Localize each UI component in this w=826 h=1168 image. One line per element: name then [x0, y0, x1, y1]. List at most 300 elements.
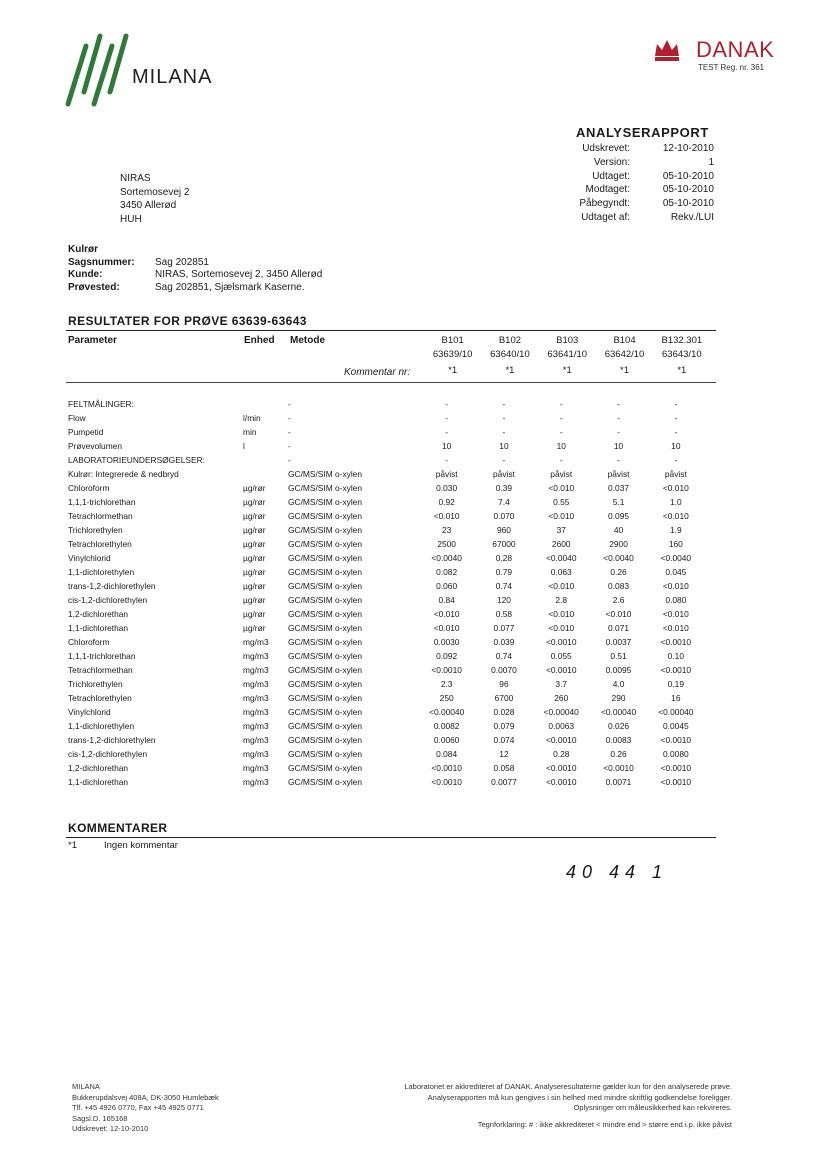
parameter-name: 1,1-dichlorethan	[68, 623, 129, 633]
report-title: ANALYSERAPPORT	[576, 125, 709, 140]
parameter-name: Tetrachlormethan	[68, 511, 133, 521]
parameter-method: GC/MS/SIM o-xylen	[288, 595, 362, 605]
parameter-method: GC/MS/SIM o-xylen	[288, 651, 362, 661]
company-name: MILANA	[132, 66, 213, 88]
result-value: 0.74	[495, 651, 513, 661]
result-value: 0.28	[553, 749, 570, 759]
meta-label: Version:	[593, 156, 630, 168]
parameter-method: GC/MS/SIM o-xylen	[288, 539, 362, 549]
result-value: 16	[671, 693, 681, 703]
result-value: 960	[496, 525, 511, 535]
comment-ref: *1	[68, 840, 77, 851]
result-value: <0.0010	[660, 735, 692, 745]
meta-label: Udskrevet:	[582, 143, 630, 154]
parameter-unit: mg/m3	[243, 721, 269, 731]
parameter-unit: µg/rør	[243, 539, 266, 549]
result-value: 0.55	[553, 497, 570, 507]
result-value: 0.19	[667, 679, 684, 689]
crown-icon	[652, 36, 682, 62]
parameter-unit: l/min	[243, 413, 261, 423]
result-value: -	[559, 413, 563, 423]
parameter-method: GC/MS/SIM o-xylen	[288, 567, 362, 577]
result-value: <0.00040	[600, 707, 637, 717]
result-value: 4.0	[612, 679, 625, 689]
result-value: -	[559, 399, 563, 409]
meta-row	[566, 197, 714, 211]
result-value: 0.028	[493, 707, 515, 717]
parameter-unit: µg/rør	[243, 525, 266, 535]
result-value: <0.010	[548, 483, 575, 493]
result-value: -	[502, 427, 506, 437]
parameter-method: GC/MS/SIM o-xylen	[288, 777, 362, 787]
result-value: 0.045	[665, 567, 687, 577]
parameter-method: GC/MS/SIM o-xylen	[288, 637, 362, 647]
result-value: 0.0077	[491, 777, 517, 787]
parameter-name: Tetrachlorethylen	[68, 539, 132, 549]
comment-item	[68, 840, 178, 851]
parameter-unit: mg/m3	[243, 763, 269, 773]
result-value: <0.0010	[660, 665, 692, 675]
result-value: -	[617, 455, 620, 465]
table-row	[68, 649, 704, 663]
result-value: <0.0010	[545, 665, 577, 675]
parameter-method: GC/MS/SIM o-xylen	[288, 749, 362, 759]
result-value: 0.0070	[491, 665, 517, 675]
parameter-method: GC/MS/SIM o-xylen	[288, 609, 362, 619]
parameter-method: GC/MS/SIM o-xylen	[288, 721, 362, 731]
result-value: -	[559, 455, 563, 465]
parameter-name: 1,2-dichlorethan	[68, 763, 129, 773]
result-value: 2600	[551, 539, 571, 549]
danak-logo	[650, 34, 790, 74]
parameter-name: Trichlorethylen	[68, 679, 123, 689]
sample-lab-number: 63642/10	[604, 349, 645, 360]
meta-row	[566, 170, 714, 184]
project-field	[68, 282, 322, 295]
project-field-key: Prøvested:	[68, 281, 120, 293]
result-value: 0.10	[667, 651, 684, 661]
parameter-name: cis-1,2-dichlorethylen	[68, 595, 148, 605]
result-value: 0.070	[493, 511, 515, 521]
meta-row	[566, 183, 714, 197]
project-field-value: Sag 202851, Sjælsmark Kaserne.	[155, 281, 305, 293]
comment-text: Ingen kommentar	[104, 840, 178, 851]
footer-right	[300, 1082, 732, 1130]
parameter-unit: µg/rør	[243, 595, 266, 605]
result-value: 0.0037	[605, 637, 632, 647]
parameter-name: 1,1-dichlorethylen	[68, 567, 135, 577]
result-value: 6700	[494, 693, 514, 703]
signature: 40 44 1	[566, 862, 669, 882]
parameter-unit: mg/m3	[243, 777, 269, 787]
col-method: Metode	[290, 335, 325, 346]
result-value: <0.010	[662, 483, 689, 493]
table-row	[68, 537, 704, 551]
table-row	[68, 411, 704, 425]
parameter-method: GC/MS/SIM o-xylen	[288, 735, 362, 745]
table-row	[68, 719, 704, 733]
meta-label: Modtaget:	[585, 184, 630, 196]
meta-value: 05-10-2010	[662, 170, 714, 182]
result-value: 0.0030	[433, 637, 460, 647]
result-value: 0.39	[495, 483, 513, 493]
parameter-method: GC/MS/SIM o-xylen	[288, 553, 362, 563]
parameter-name: trans-1,2-dichlorethylen	[68, 581, 156, 591]
result-value: 0.060	[436, 581, 458, 591]
result-value: -	[445, 413, 449, 423]
meta-value: 12-10-2010	[662, 143, 714, 154]
parameter-name: Tetrachlorethylen	[68, 693, 132, 703]
parameter-method: -	[288, 455, 291, 465]
parameter-unit: µg/rør	[243, 581, 266, 591]
parameter-unit: mg/m3	[243, 651, 269, 661]
result-value: <0.010	[433, 609, 460, 619]
result-value: 0.071	[608, 623, 630, 633]
parameter-method: -	[288, 413, 291, 423]
result-value: <0.0040	[545, 553, 577, 563]
result-value: 0.055	[550, 651, 572, 661]
sample-lab-number: 63641/10	[547, 349, 588, 360]
result-value: 2500	[437, 539, 456, 549]
result-value: 0.082	[436, 567, 458, 577]
result-value: 10	[499, 441, 509, 451]
result-value: 96	[499, 679, 509, 689]
sample-comment-ref: *1	[448, 365, 458, 376]
result-value: 260	[554, 693, 569, 703]
parameter-method: -	[288, 441, 291, 451]
table-row	[68, 761, 704, 775]
col-unit: Enhed	[244, 335, 275, 346]
recipient-line: Sortemosevej 2	[120, 186, 190, 198]
comment-label: Kommentar nr:	[344, 367, 411, 378]
comments-title: KOMMENTARER	[68, 821, 168, 835]
result-value: -	[674, 455, 678, 465]
result-value: 0.079	[493, 721, 515, 731]
result-value: 0.58	[495, 609, 513, 619]
result-value: 0.084	[436, 749, 458, 759]
parameter-name: 1,1,1-trichlorethan	[68, 651, 136, 661]
parameter-method: GC/MS/SIM o-xylen	[288, 469, 362, 479]
recipient-address	[120, 172, 189, 226]
table-row	[68, 481, 704, 495]
meta-label: Udtaget:	[592, 170, 630, 182]
parameter-unit: µg/rør	[243, 623, 266, 633]
result-value: -	[559, 427, 563, 437]
result-value: <0.0010	[603, 763, 634, 773]
parameter-name: Chloroform	[68, 637, 110, 647]
result-value: 2.8	[555, 595, 568, 605]
comments-rule	[66, 837, 716, 838]
parameter-method: GC/MS/SIM o-xylen	[288, 497, 362, 507]
result-value: 0.074	[493, 735, 515, 745]
result-value: <0.0010	[660, 763, 692, 773]
result-value: -	[617, 427, 620, 437]
parameter-name: FELTMÅLINGER:	[68, 399, 134, 409]
result-value: 0.84	[438, 595, 455, 605]
parameter-name: trans-1,2-dichlorethylen	[68, 735, 156, 745]
sample-headers	[424, 334, 710, 378]
table-row	[68, 677, 704, 691]
result-value: 0.039	[493, 637, 515, 647]
sample-id: B132.301	[661, 335, 703, 346]
result-value: -	[502, 413, 506, 423]
result-value: -	[674, 427, 678, 437]
result-value: 12	[499, 749, 509, 759]
col-parameter: Parameter	[68, 335, 117, 346]
result-value: <0.010	[548, 623, 575, 633]
result-value: 2.3	[440, 679, 453, 689]
result-value: <0.010	[662, 609, 689, 619]
sample-lab-number: 63640/10	[490, 349, 530, 360]
result-value: 290	[611, 693, 626, 703]
sample-header	[653, 334, 710, 378]
meta-row	[566, 156, 714, 170]
parameter-unit: mg/m3	[243, 749, 269, 759]
recipient-line: NIRAS	[120, 173, 151, 184]
recipient-line: HUH	[120, 213, 142, 225]
result-value: 0.026	[608, 721, 630, 731]
parameter-unit: µg/rør	[243, 511, 266, 521]
result-value: 0.79	[495, 567, 513, 577]
result-value: 5.1	[612, 497, 625, 507]
header-rule	[66, 382, 716, 383]
parameter-method: GC/MS/SIM o-xylen	[288, 693, 362, 703]
parameter-method: GC/MS/SIM o-xylen	[288, 511, 362, 521]
table-row	[68, 607, 704, 621]
result-value: 0.0095	[605, 665, 632, 675]
result-value: <0.010	[433, 511, 460, 521]
table-row	[68, 551, 704, 565]
parameter-unit: mg/m3	[243, 693, 269, 703]
danak-text: DANAK	[696, 37, 775, 62]
result-value: <0.010	[662, 511, 689, 521]
parameter-name: 1,1-dichlorethan	[68, 777, 129, 787]
result-value: 160	[668, 539, 683, 549]
result-value: 0.0060	[433, 735, 460, 745]
table-row	[68, 733, 704, 747]
footer-left-line: Tlf. +45 4926 0770, Fax +45 4925 0771	[72, 1103, 204, 1112]
result-value: 10	[556, 441, 566, 451]
table-row	[68, 495, 704, 509]
sample-id: B103	[556, 335, 579, 346]
project-field-value: Sag 202851	[155, 256, 209, 268]
result-value: påvist	[493, 469, 515, 479]
result-value: 0.51	[610, 651, 627, 661]
result-value: 2.6	[612, 595, 625, 605]
parameter-name: 1,1-dichlorethylen	[68, 721, 135, 731]
parameter-method: GC/MS/SIM o-xylen	[288, 581, 362, 591]
parameter-method: GC/MS/SIM o-xylen	[288, 679, 362, 689]
sample-header	[481, 334, 538, 378]
parameter-name: cis-1,2-dichlorethylen	[68, 749, 148, 759]
milana-logo	[60, 32, 240, 112]
table-row	[68, 467, 704, 481]
parameter-name: Tetrachlormethan	[68, 665, 133, 675]
result-value: 0.058	[493, 763, 515, 773]
result-value: -	[674, 399, 678, 409]
parameter-name: Vinylchlorid	[68, 553, 111, 563]
result-value: 40	[613, 525, 624, 535]
parameter-name: Trichlorethylen	[68, 525, 123, 535]
table-row	[68, 439, 704, 453]
table-row	[68, 663, 704, 677]
result-value: 0.74	[495, 581, 513, 591]
result-value: <0.0040	[431, 553, 462, 563]
result-value: 0.077	[493, 623, 515, 633]
parameter-method: -	[288, 427, 291, 437]
parameter-unit: mg/m3	[243, 735, 269, 745]
result-value: 7.4	[498, 497, 510, 507]
meta-value: 1	[708, 156, 714, 168]
sample-id: B102	[498, 335, 522, 346]
project-field	[68, 257, 322, 270]
parameter-unit: µg/rør	[243, 567, 266, 577]
parameter-name: Flow	[68, 413, 86, 423]
table-row	[68, 747, 704, 761]
result-value: 10	[671, 441, 681, 451]
result-value: 37	[556, 525, 566, 535]
result-value: 0.0045	[663, 721, 689, 731]
parameter-unit: mg/m3	[243, 637, 269, 647]
danak-reg: TEST Reg. nr. 361	[698, 63, 765, 72]
footer-left-line: Bukkerupdalsvej 408A, DK-3050 Humlebæk	[72, 1092, 219, 1102]
result-value: 0.092	[436, 651, 458, 661]
result-value: <0.00040	[658, 707, 694, 717]
parameter-unit: mg/m3	[243, 665, 269, 675]
project-field-value: NIRAS, Sortemosevej 2, 3450 Allerød	[155, 269, 323, 280]
result-value: 0.0083	[605, 735, 632, 745]
result-value: <0.010	[662, 581, 689, 591]
result-value: <0.0010	[545, 763, 577, 773]
result-value: 120	[496, 595, 511, 605]
result-value: 0.0071	[605, 777, 632, 787]
result-value: 0.28	[495, 553, 513, 563]
parameter-name: Prøvevolumen	[68, 441, 122, 451]
footer-left-line: MILANA	[72, 1082, 100, 1091]
result-value: <0.0010	[431, 777, 462, 787]
result-value: 67000	[492, 539, 516, 549]
result-value: <0.010	[433, 623, 460, 633]
result-value: <0.0010	[545, 735, 577, 745]
result-value: -	[674, 413, 678, 423]
meta-value: 05-10-2010	[662, 184, 714, 196]
result-value: 10	[441, 441, 452, 451]
sample-comment-ref: *1	[620, 365, 630, 376]
result-value: påvist	[435, 469, 458, 479]
project-info	[68, 244, 322, 294]
parameter-name: 1,1,1-trichlorethan	[68, 497, 136, 507]
result-value: <0.0040	[660, 553, 692, 563]
result-value: 0.0063	[548, 721, 575, 731]
result-value: påvist	[664, 469, 687, 479]
result-value: 0.083	[608, 581, 630, 591]
result-value: <0.00040	[429, 707, 465, 717]
result-value: <0.010	[548, 511, 575, 521]
result-value: 0.0080	[663, 749, 689, 759]
parameter-method: -	[288, 399, 291, 409]
result-value: 2900	[609, 539, 628, 549]
meta-value: Rekv./LUI	[670, 211, 714, 223]
parameter-unit: µg/rør	[243, 553, 266, 563]
parameter-method: GC/MS/SIM o-xylen	[288, 707, 362, 717]
result-value: <0.010	[662, 623, 689, 633]
result-value: 250	[439, 693, 454, 703]
result-value: 23	[441, 525, 452, 535]
result-value: 0.92	[438, 497, 455, 507]
parameter-unit: mg/m3	[243, 679, 269, 689]
parameter-unit: µg/rør	[243, 483, 266, 493]
result-value: 10	[613, 441, 624, 451]
result-value: 1.9	[670, 525, 682, 535]
table-row	[68, 565, 704, 579]
result-value: -	[617, 399, 620, 409]
parameter-name: LABORATORIEUNDERSØGELSER:	[68, 455, 205, 465]
parameter-name: Pumpetid	[68, 427, 104, 437]
comments-list	[68, 840, 178, 851]
result-value: <0.0010	[431, 665, 462, 675]
sample-comment-ref: *1	[562, 365, 572, 376]
parameter-unit	[243, 397, 288, 411]
results-table	[68, 397, 704, 789]
parameter-method: GC/MS/SIM o-xylen	[288, 483, 362, 493]
result-value: 0.095	[608, 511, 630, 521]
recipient-line: 3450 Allerød	[120, 200, 177, 212]
results-rule	[66, 330, 716, 331]
parameter-name: Kulrør: Integrerede & nedbryd	[68, 469, 179, 479]
result-value: <0.010	[605, 609, 632, 619]
parameter-method: GC/MS/SIM o-xylen	[288, 525, 362, 535]
meta-row	[566, 211, 714, 225]
result-value: påvist	[550, 469, 573, 479]
sample-comment-ref: *1	[677, 365, 687, 376]
result-value: -	[502, 399, 506, 409]
meta-label: Udtaget af:	[581, 211, 630, 223]
parameter-method: GC/MS/SIM o-xylen	[288, 763, 362, 773]
table-row	[68, 593, 704, 607]
footer-right-line: Analyserapporten må kun gengives i sin helhed med mindre skriftlig godkendelse foreligger.	[427, 1092, 732, 1102]
footer-right-line: Laboratoriet er akkrediteret af DANAK. Analyseresultaterne gælder kun for den analyserede prøve.	[404, 1082, 732, 1091]
table-row	[68, 579, 704, 593]
result-value: <0.0010	[660, 777, 692, 787]
table-row	[68, 691, 704, 705]
parameter-method: GC/MS/SIM o-xylen	[288, 665, 362, 675]
report-meta	[566, 142, 714, 225]
result-value: <0.0010	[545, 777, 577, 787]
result-value: 0.030	[436, 483, 458, 493]
project-field-key: Kunde:	[68, 269, 103, 280]
table-row	[68, 509, 704, 523]
result-value: <0.0010	[431, 763, 462, 773]
sample-header	[539, 334, 596, 378]
sample-header	[596, 334, 653, 378]
result-value: <0.0010	[660, 637, 692, 647]
table-row	[68, 705, 704, 719]
result-value: 0.037	[608, 483, 630, 493]
table-row	[68, 425, 704, 439]
project-field-key: Sagsnummer:	[68, 256, 135, 268]
result-value: <0.00040	[543, 707, 579, 717]
result-value: 0.0082	[433, 721, 460, 731]
sample-id: B104	[613, 335, 636, 346]
result-value: -	[445, 399, 449, 409]
footer-right-line: Oplysninger om måleusikkerhed kan rekvireres.	[573, 1103, 732, 1112]
results-table-wrap	[68, 397, 704, 789]
result-value: 0.080	[665, 595, 687, 605]
parameter-unit: µg/rør	[243, 609, 266, 619]
sample-lab-number: 63643/10	[662, 349, 702, 360]
result-value: 0.26	[610, 749, 627, 759]
table-row	[68, 635, 704, 649]
